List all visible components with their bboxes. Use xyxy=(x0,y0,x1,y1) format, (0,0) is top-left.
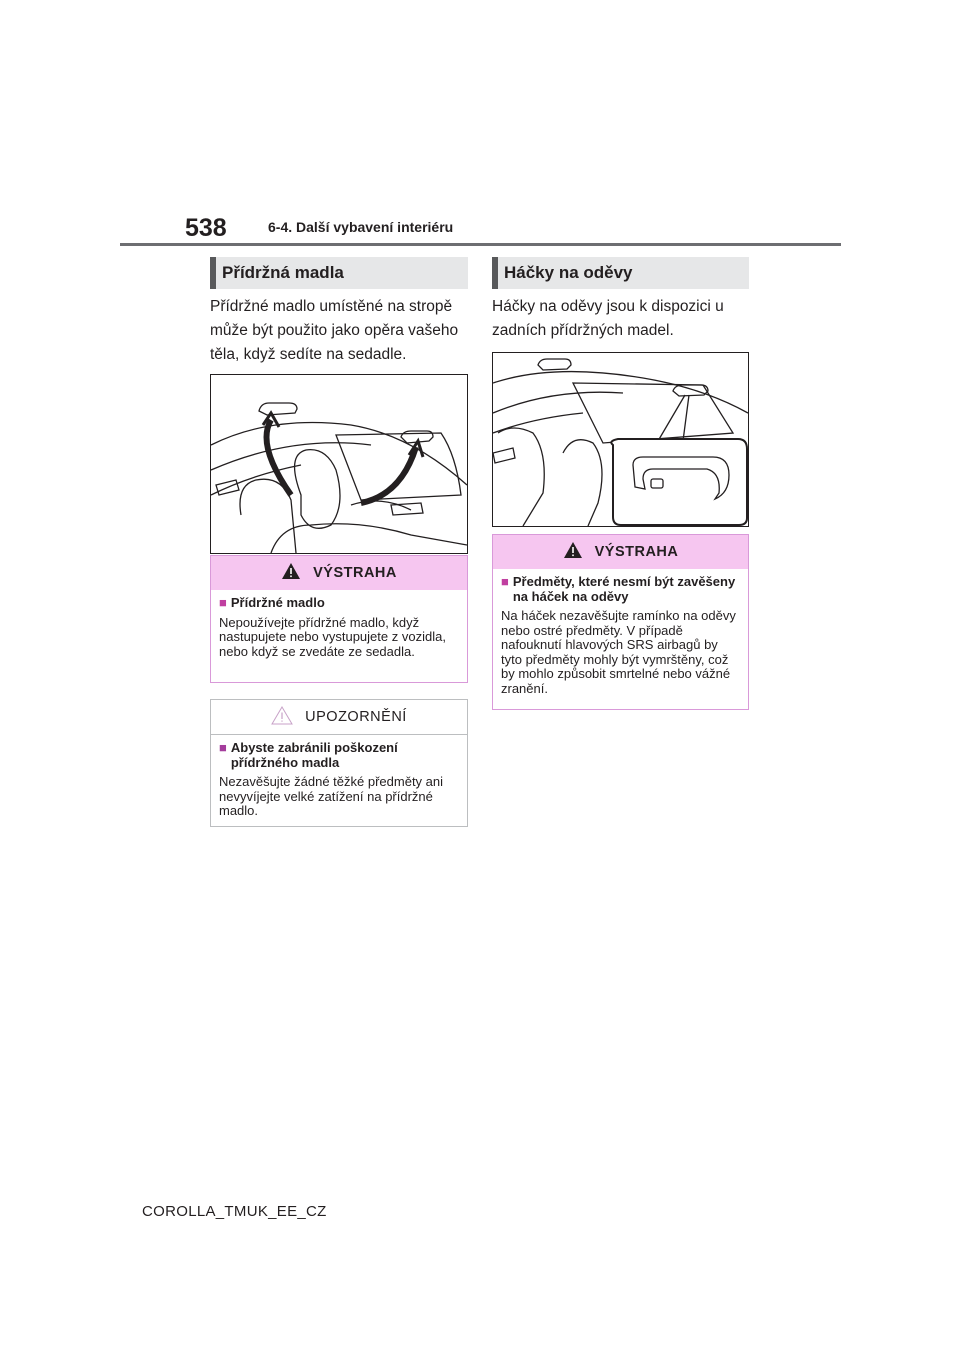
square-bullet-icon: ■ xyxy=(219,740,227,755)
header-rule xyxy=(120,243,841,246)
page-number: 538 xyxy=(185,214,227,242)
warning-header xyxy=(211,556,467,590)
notice-title: UPOZORNĚNÍ xyxy=(305,709,407,725)
grab-handle-illustration xyxy=(210,374,468,554)
square-bullet-icon: ■ xyxy=(501,574,509,589)
section-heading-coat-hooks: Háčky na oděvy xyxy=(492,257,749,289)
grab-handles-paragraph: Přídržné madlo umístěné na stropě může být použito jako opěra vašeho těla, když sedíte na sedadle. xyxy=(210,298,459,363)
notice-header xyxy=(211,700,467,735)
warning-text: Nepoužívejte přídržné madlo, když nastupujete nebo vystupujete z vozidla, nebo když se zvedáte ze sedadla. xyxy=(219,614,446,659)
warning-item-title: Předměty, které nesmí být zavěšeny na háček na oděvy xyxy=(512,574,736,604)
notice-box-grab-handle xyxy=(210,699,468,827)
notice-item-title: Abyste zabránili poškození přídržného madla xyxy=(230,740,398,770)
square-bullet-icon: ■ xyxy=(219,595,227,610)
caution-triangle-outline-icon xyxy=(271,706,293,729)
notice-text: Nezavěšujte žádné těžké předměty ani nevyvíjejte velké zatížení na přídržné madlo. xyxy=(219,774,444,818)
section-heading-grab-handles: Přídržná madla xyxy=(210,257,468,289)
warning-triangle-icon xyxy=(281,562,301,584)
chapter-title: 6-4. Další vybavení interiéru xyxy=(268,219,454,235)
document-code: COROLLA_TMUK_EE_CZ xyxy=(142,1203,327,1220)
coat-hook-illustration xyxy=(492,352,749,527)
warning-triangle-icon xyxy=(563,541,583,563)
warning-title: VÝSTRAHA xyxy=(594,544,679,560)
warning-box-grab-handle xyxy=(210,555,468,683)
warning-header xyxy=(493,535,748,569)
coat-hooks-paragraph: Háčky na oděvy jsou k dispozici u zadních přídržných madel. xyxy=(492,298,724,339)
warning-item-title: Přídržné madlo xyxy=(230,595,325,610)
warning-text: Na háček nezavěšujte ramínko na oděvy nebo ostré předměty. V případě nafouknutí hlavových SRS airbagů by tyto předměty mohly být vymrštěny, což by mohlo způsobit smrtelné nebo vážné zranění. xyxy=(501,608,736,696)
warning-title: VÝSTRAHA xyxy=(313,565,397,581)
warning-box-coat-hook xyxy=(492,534,749,710)
